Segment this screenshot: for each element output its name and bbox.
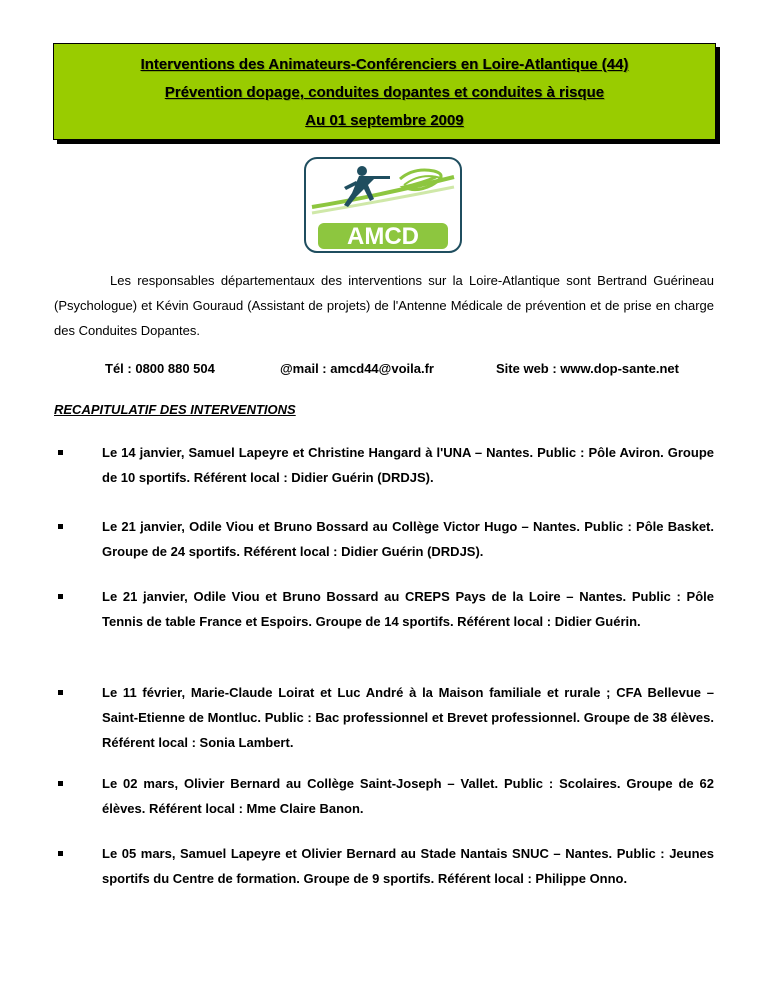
header-title: Interventions des Animateurs-Conférenciers en Loire-Atlantique (44) xyxy=(140,56,629,73)
contact-phone: Tél : 0800 880 504 xyxy=(105,361,215,376)
bullet-icon xyxy=(58,594,63,599)
list-item xyxy=(54,841,714,891)
header-subtitle: Prévention dopage, conduites dopantes et conduites à risque xyxy=(164,84,605,101)
bullet-icon xyxy=(58,781,63,786)
header-date: Au 01 septembre 2009 xyxy=(305,112,464,129)
amcd-logo xyxy=(304,157,462,253)
list-item-text: Le 05 mars, Samuel Lapeyre et Olivier Bernard au Stade Nantais SNUC – Nantes. Public : Jeunes sportifs du Centre de formation. Groupe de 9 sportifs. Référent local : Philippe Onno. xyxy=(102,846,714,886)
list-item-text: Le 02 mars, Olivier Bernard au Collège Saint-Joseph – Vallet. Public : Scolaires. Groupe de 62 élèves. Référent local : Mme Claire Banon. xyxy=(102,776,714,816)
logo-text: AMCD xyxy=(347,223,419,250)
bullet-icon xyxy=(58,690,63,695)
contact-website: Site web : www.dop-sante.net xyxy=(496,361,679,376)
list-item xyxy=(54,584,714,634)
list-item-text: Le 21 janvier, Odile Viou et Bruno Bossard au CREPS Pays de la Loire – Nantes. Public : Pôle Tennis de table France et Espoirs. Groupe de 14 sportifs. Référent local : Didier Guérin. xyxy=(102,589,714,629)
bullet-icon xyxy=(58,851,63,856)
list-item-text: Le 11 février, Marie-Claude Loirat et Luc André à la Maison familiale et rurale ; CFA Bellevue – Saint-Etienne de Montluc. Public : Bac professionnel et Brevet professionnel. Groupe de 38 élèves. Référent local : Sonia Lambert. xyxy=(102,685,714,750)
list-item xyxy=(54,514,714,564)
recap-title: RECAPITULATIF DES INTERVENTIONS xyxy=(54,402,296,417)
intro-paragraph xyxy=(54,268,714,343)
header-box xyxy=(53,43,716,140)
list-item xyxy=(54,440,714,490)
list-item xyxy=(54,771,714,821)
bullet-icon xyxy=(58,524,63,529)
list-item xyxy=(54,680,714,755)
list-item-text: Le 14 janvier, Samuel Lapeyre et Christine Hangard à l'UNA – Nantes. Public : Pôle Aviron. Groupe de 10 sportifs. Référent local : Didier Guérin (DRDJS). xyxy=(102,445,714,485)
bullet-icon xyxy=(58,450,63,455)
intro-text: Les responsables départementaux des interventions sur la Loire-Atlantique sont Bertrand Guérineau (Psychologue) et Kévin Gouraud (Assistant de projets) de l'Antenne Médicale de prévention et de prise en charge des Conduites Dopantes. xyxy=(54,273,714,338)
contact-email: @mail : amcd44@voila.fr xyxy=(280,361,434,376)
list-item-text: Le 21 janvier, Odile Viou et Bruno Bossard au Collège Victor Hugo – Nantes. Public : Pôle Basket. Groupe de 24 sportifs. Référent local : Didier Guérin (DRDJS). xyxy=(102,519,714,559)
